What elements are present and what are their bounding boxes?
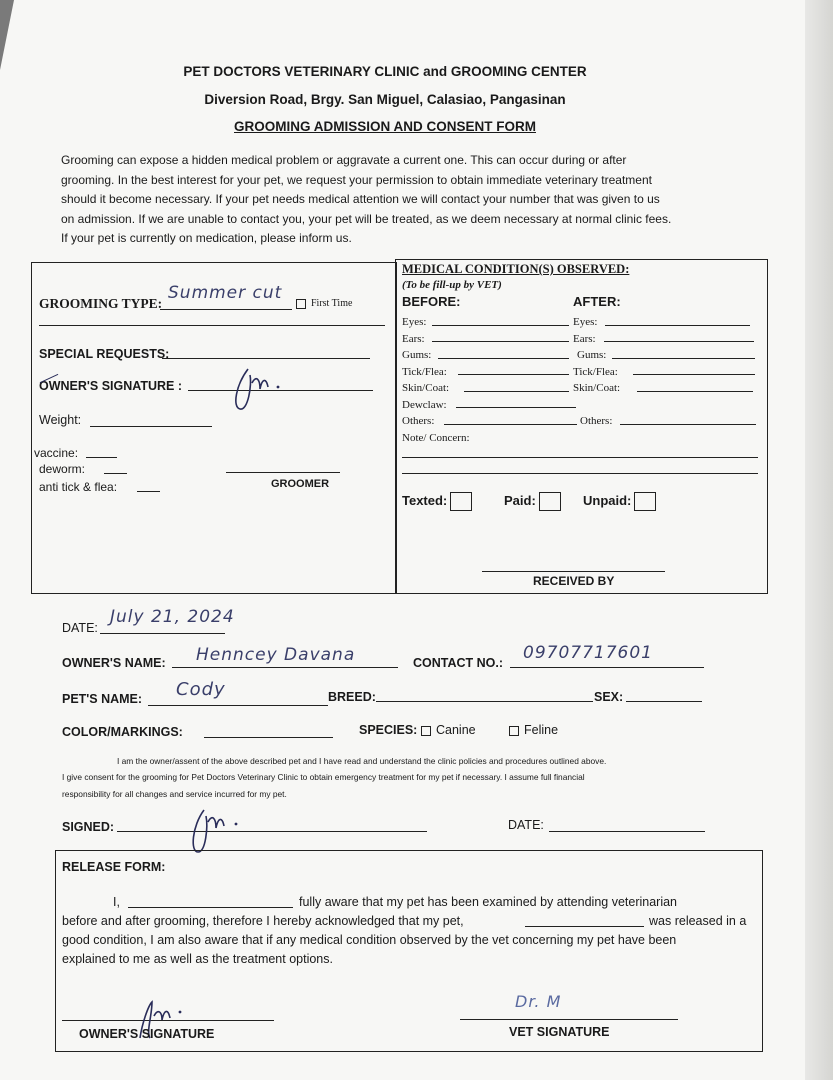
breed-label: BREED:	[328, 690, 376, 704]
grooming-type-label: GROOMING TYPE:	[39, 296, 163, 311]
release-line3: good condition, I am also aware that if any medical condition observed by the vet concerning my pet have been	[62, 933, 677, 947]
deworm-label: deworm:	[39, 462, 86, 476]
feline-option[interactable]	[509, 723, 558, 737]
divider-line	[39, 325, 385, 326]
consent-line: I am the owner/assent of the above described pet and I have read and understand the clinic policies and procedures outlined above.	[117, 756, 607, 766]
after-item: Gums:	[577, 349, 607, 361]
grooming-type-line	[160, 309, 292, 310]
deworm-line	[104, 473, 127, 474]
sex-line	[626, 701, 702, 702]
color-line	[204, 737, 333, 738]
form-title: GROOMING ADMISSION AND CONSENT FORM	[234, 119, 536, 134]
owner-name-value[interactable]: Henncey Davana	[196, 645, 356, 665]
after-label: AFTER:	[573, 294, 621, 309]
canine-label: Canine	[436, 723, 476, 737]
first-time-checkbox[interactable]	[296, 299, 306, 309]
groomer-line	[226, 472, 340, 473]
pet-name-line	[148, 705, 328, 706]
received-by-label: RECEIVED BY	[533, 574, 615, 588]
after-item: Tick/Flea:	[573, 365, 618, 378]
owner-name-line	[172, 667, 398, 668]
before-ears-line	[432, 341, 569, 342]
groomer-label: GROOMER	[271, 478, 330, 490]
signed-label: SIGNED:	[62, 820, 115, 834]
pet-name-value[interactable]: Cody	[176, 679, 226, 700]
consent-line: responsibility for all changes and service incurred for my pet.	[62, 789, 287, 799]
note-label: Note/ Concern:	[402, 431, 470, 444]
intro-line: should it become necessary. If your pet needs medical attention we will contact your number that was given to us	[61, 192, 660, 206]
clinic-address: Diversion Road, Brgy. San Miguel, Calasiao, Pangasinan	[204, 92, 566, 107]
release-line4: explained to me as well as the treatment options.	[62, 952, 333, 966]
before-item: Eyes:	[402, 316, 427, 328]
owner-name-label: OWNER'S NAME:	[62, 656, 166, 670]
before-eyes-line	[432, 325, 569, 326]
after-eyes-line	[605, 325, 750, 326]
weight-label: Weight:	[39, 413, 82, 427]
release-i: I,	[113, 895, 120, 909]
sex-label: SEX:	[594, 690, 624, 704]
after-others-line	[620, 424, 756, 425]
canine-option[interactable]	[421, 723, 476, 737]
after-tick-line	[633, 374, 755, 375]
owner-signature-mark	[226, 365, 296, 411]
after-item: Eyes:	[573, 316, 598, 328]
before-label: BEFORE:	[402, 294, 461, 309]
release-line2a: before and after grooming, therefore I hereby acknowledged that my pet,	[62, 914, 464, 928]
paid-checkbox[interactable]	[539, 492, 561, 511]
release-pet-line	[525, 926, 644, 927]
breed-line	[376, 701, 593, 702]
vet-signature-line	[460, 1019, 678, 1020]
intro-line: on admission. If we are unable to contact you, your pet will be treated, as we deem necessary at normal clinic fees.	[61, 211, 672, 226]
before-item: Others:	[402, 415, 435, 427]
before-skin-line	[464, 391, 569, 392]
consent-line: I give consent for the grooming for Pet Doctors Veterinary Clinic to obtain emergency treatment for my pet if necessary. I assume full financial	[62, 772, 585, 782]
before-item: Tick/Flea:	[402, 365, 447, 378]
special-requests-label: SPECIAL REQUESTS:	[39, 347, 170, 361]
unpaid-checkbox[interactable]	[634, 492, 656, 511]
first-time-label: First Time	[311, 298, 353, 309]
canine-checkbox[interactable]	[421, 726, 431, 736]
after-list	[573, 314, 620, 430]
after-item: Others:	[580, 415, 613, 427]
release-line2b: was released in a	[649, 914, 747, 928]
owner-signature-label-release: OWNER'S SIGNATURE	[79, 1027, 215, 1041]
first-time-option[interactable]	[296, 298, 352, 309]
medical-subtitle: (To be fill-up by VET)	[402, 279, 502, 291]
clinic-name: PET DOCTORS VETERINARY CLINIC and GROOMING CENTER	[183, 64, 587, 79]
paid-field[interactable]	[504, 492, 561, 511]
before-item: Skin/Coat:	[402, 382, 450, 394]
signed-line	[117, 831, 427, 832]
before-item: Gums:	[402, 349, 432, 361]
texted-field[interactable]	[402, 492, 472, 511]
unpaid-label: Unpaid:	[583, 492, 632, 508]
special-requests-line	[162, 358, 370, 359]
intro-line: grooming. In the best interest for your pet, we request your permission to obtain immediate veterinary treatment	[61, 172, 652, 187]
contact-line	[510, 667, 704, 668]
before-item: Ears:	[402, 332, 425, 345]
owner-signature-label: OWNER'S SIGNATURE :	[39, 379, 183, 393]
release-title: RELEASE FORM:	[62, 860, 166, 874]
note-line-2	[402, 473, 758, 474]
paid-label: Paid:	[504, 492, 536, 508]
date-label: DATE:	[62, 621, 98, 635]
after-gums-line	[612, 358, 755, 359]
feline-checkbox[interactable]	[509, 726, 519, 736]
texted-checkbox[interactable]	[450, 492, 472, 511]
release-name-line	[128, 907, 293, 908]
note-line-1	[402, 457, 758, 458]
feline-label: Feline	[524, 723, 559, 737]
contact-value[interactable]: 09707717601	[523, 643, 653, 663]
page-edge	[805, 0, 833, 1080]
before-dewclaw-line	[456, 407, 576, 408]
contact-label: CONTACT NO.:	[413, 656, 504, 670]
grooming-type-value[interactable]: Summer cut	[168, 283, 283, 303]
after-skin-line	[637, 391, 753, 392]
before-gums-line	[438, 358, 569, 359]
date-value[interactable]: July 21, 2024	[110, 607, 235, 627]
anti-tick-label: anti tick & flea:	[39, 480, 118, 494]
intro-paragraph	[61, 151, 671, 249]
intro-line: Grooming can expose a hidden medical problem or aggravate a current one. This can occur during or after	[61, 153, 627, 167]
folded-corner	[0, 0, 14, 70]
species-label: SPECIES:	[359, 723, 418, 737]
signed-date-line	[549, 831, 705, 832]
release-line1: fully aware that my pet has been examined by attending veterinarian	[299, 895, 678, 909]
after-item: Skin/Coat:	[573, 382, 621, 394]
received-by-line	[482, 571, 665, 572]
date-line	[100, 633, 225, 634]
vaccine-line	[86, 457, 117, 458]
vet-signature-label: VET SIGNATURE	[509, 1025, 610, 1039]
signed-signature-mark	[186, 806, 246, 856]
vaccine-label: vaccine:	[34, 446, 79, 460]
before-item: Dewclaw:	[402, 398, 447, 411]
weight-line	[90, 426, 212, 427]
vet-signature-value: Dr. M	[515, 992, 562, 1011]
before-others-line	[444, 424, 577, 425]
texted-label: Texted:	[402, 492, 448, 508]
before-tick-line	[458, 374, 569, 375]
color-label: COLOR/MARKINGS:	[62, 725, 183, 739]
unpaid-field[interactable]	[583, 492, 656, 511]
after-item	[573, 397, 620, 414]
medical-title: MEDICAL CONDITION(S) OBSERVED:	[402, 262, 630, 276]
after-ears-line	[604, 341, 754, 342]
pet-name-label: PET'S NAME:	[62, 692, 143, 706]
anti-tick-line	[137, 491, 160, 492]
after-item: Ears:	[573, 332, 596, 345]
intro-line: If your pet is currently on medication, please inform us.	[61, 231, 352, 245]
signed-date-label: DATE:	[508, 818, 544, 832]
before-list	[402, 314, 470, 446]
